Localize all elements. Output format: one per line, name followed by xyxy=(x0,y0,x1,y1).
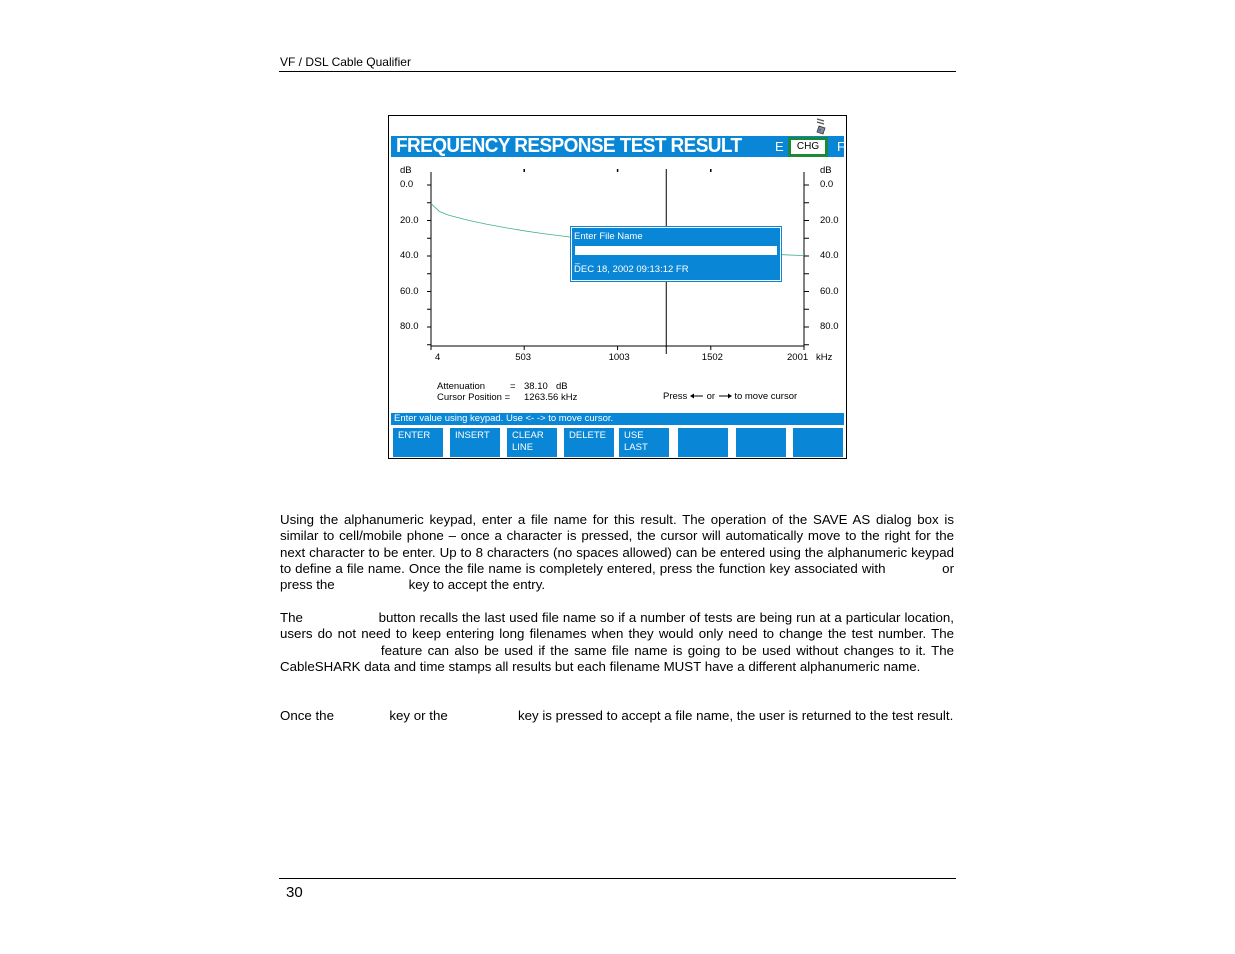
function-key-bar xyxy=(392,428,845,457)
x-tick-label: 503 xyxy=(515,352,532,363)
paragraph-accept: Once the key or the key is pressed to accept a file name, the user is returned to the test result. xyxy=(280,708,954,723)
screen-title: FREQUENCY RESPONSE TEST RESULT xyxy=(396,135,742,158)
file-name-input[interactable] xyxy=(575,246,777,255)
header-rule xyxy=(279,71,956,72)
y-tick-label-left: 40.0 xyxy=(400,250,419,261)
instrument-screen xyxy=(388,115,847,459)
arrow-left-icon xyxy=(690,392,704,400)
x-tick-label: 2001 xyxy=(787,352,809,363)
y-tick-label-right: 60.0 xyxy=(820,285,839,297)
paragraph-save-as: Using the alphanumeric keypad, enter a file name for this result. The operation of the SAVE AS dialog box is similar to cell/mobile phone – once a character is pressed, the cursor will automatically move to the right for the next character to be enter. Up to 8 characters (no spaces allowed) can be entered using the alphanumeric keypad to define a file name. Once the file name is completely entered, press the function key associated with or press the key to accept the entry. xyxy=(280,512,954,593)
y-label-right: dB xyxy=(820,165,832,176)
frequency-response-chart xyxy=(389,116,846,458)
attenuation-value: 38.10 xyxy=(524,381,548,392)
text-cursor: _ xyxy=(575,254,581,264)
fkey-7[interactable] xyxy=(736,428,786,457)
footer-rule xyxy=(279,878,956,879)
hint-to-move: to move cursor xyxy=(734,391,798,402)
paragraph-use-last: The button recalls the last used file name so if a number of tests are being run at a particular location, users do not need to keep entering long filenames when they would only need to change the test number. The feature can also be used if the same file name is going to be used without changes to it. The CableSHARK data and time stamps all results but each filename MUST have a different alphanumeric name. xyxy=(280,610,954,674)
fkey-8[interactable] xyxy=(793,428,843,457)
fkey-use-last[interactable]: USE LAST xyxy=(619,428,669,457)
x-tick-label: 1502 xyxy=(701,352,723,363)
x-unit-label: kHz xyxy=(816,352,833,363)
file-name-dialog xyxy=(571,227,781,281)
y-label-left: dB xyxy=(400,165,412,176)
dialog-timestamp: DEC 18, 2002 09:13:12 FR xyxy=(574,264,689,275)
attenuation-equals: = xyxy=(510,381,516,392)
cursor-hint xyxy=(663,391,797,402)
fkey-insert[interactable]: INSERT xyxy=(450,428,500,457)
fkey-enter[interactable]: ENTER xyxy=(393,428,443,457)
running-header: VF / DSL Cable Qualifier xyxy=(280,55,411,69)
attenuation-label: Attenuation xyxy=(437,381,486,392)
cursor-position-label: Cursor Position = xyxy=(437,392,511,403)
hint-press: Press xyxy=(663,391,688,402)
y-tick-label-left: 20.0 xyxy=(400,214,419,226)
attenuation-unit: dB xyxy=(556,381,568,392)
y-tick-label-left: 0.0 xyxy=(400,179,414,190)
hint-or: or xyxy=(706,391,716,402)
status-bar: Enter value using keypad. Use <- -> to move cursor. xyxy=(391,413,844,425)
x-tick-label: 4 xyxy=(435,352,441,363)
indicator-chg: CHG xyxy=(790,139,826,155)
indicator-f: F xyxy=(837,139,845,154)
fkey-delete[interactable]: DELETE xyxy=(564,428,614,457)
y-tick-label-left: 60.0 xyxy=(400,285,419,297)
y-tick-label-left: 80.0 xyxy=(400,321,419,332)
cursor-position-value: 1263.56 kHz xyxy=(524,392,578,403)
indicator-e: E xyxy=(775,139,784,154)
dialog-title: Enter File Name xyxy=(574,231,643,242)
arrow-right-icon xyxy=(718,392,732,400)
y-tick-label-right: 0.0 xyxy=(820,179,834,190)
y-tick-label-right: 40.0 xyxy=(820,250,839,261)
page-number: 30 xyxy=(286,884,303,901)
x-tick-label: 1003 xyxy=(608,352,630,363)
fkey-6[interactable] xyxy=(678,428,728,457)
y-tick-label-right: 80.0 xyxy=(820,321,839,332)
fkey-clear-line[interactable]: CLEAR LINE xyxy=(507,428,557,457)
y-tick-label-right: 20.0 xyxy=(820,214,839,226)
